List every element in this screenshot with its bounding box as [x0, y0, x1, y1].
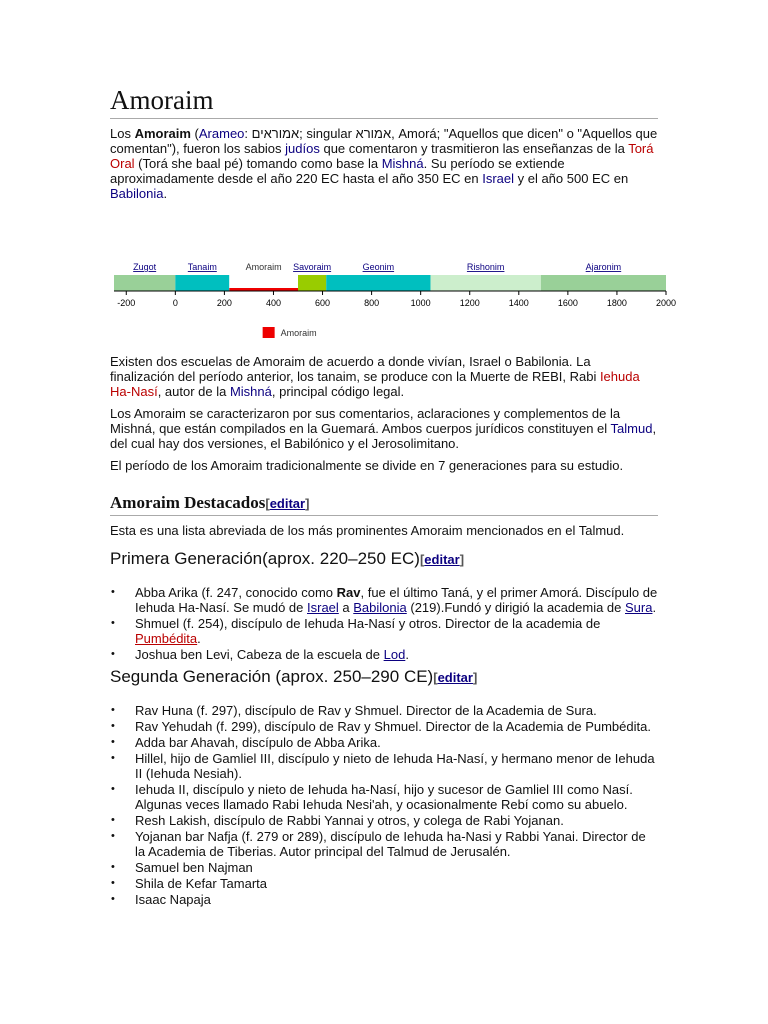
legend-swatch	[263, 327, 275, 338]
list-item: • Shila de Kefar Tamarta	[135, 876, 658, 891]
schools-paragraph	[110, 354, 658, 399]
edit-wrapper	[265, 496, 309, 511]
timeline-chart	[110, 255, 677, 347]
edit-generation-1-link[interactable]: editar	[424, 552, 460, 567]
edit-wrapper	[433, 670, 477, 685]
generation-1-heading-text: Primera Generación(aprox. 220–250 EC)	[110, 549, 420, 568]
link-babilonia[interactable]: Babilonia	[353, 600, 407, 615]
item-text: .	[197, 631, 201, 646]
link-judios[interactable]: judíos	[285, 141, 320, 156]
list-item: • Hillel, hijo de Gamliel III, discípulo y nieto de Iehuda Ha-Nasí, y hermano menor de Iehuda II (Iehuda Nesiah).	[135, 751, 658, 781]
period-label-zugot: Zugot	[133, 262, 157, 272]
list-item: • Iehuda II, discípulo y nieto de Iehuda ha-Nasí, hijo y sucesor de Gamliel III como Nasí. Algunas veces llamado Rabi Iehuda Nesi'ah, y ocasionalmente Rebí como su abuelo.	[135, 782, 658, 812]
tick-label: -200	[117, 298, 136, 308]
period-bar-zugot	[114, 275, 175, 291]
tick-label: 800	[364, 298, 380, 308]
intro-text: Los	[110, 126, 135, 141]
generation-2-list	[110, 703, 658, 907]
period-bar-rishonim	[430, 275, 540, 291]
list-item: • Rav Huna (f. 297), discípulo de Rav y Shmuel. Director de la Academia de Sura.	[135, 703, 658, 718]
list-item	[135, 585, 658, 615]
paragraph-text: Existen dos escuelas de Amoraim de acuerdo a donde vivían, Israel o Babilonia. La finalización del período anterior, los tanaim, se produce con la Muerte de REBI, Rabi	[110, 354, 600, 384]
item-text: , fue el último Taná, y el primer Amorá. Discípulo de Iehuda Ha-Nasí. Se mudó de	[135, 585, 658, 615]
generation-1-heading	[110, 548, 658, 571]
intro-text: : אמוראים; singular אמורא, Amorá; "Aquellos que dicen" o "Aquellos que comentan"), fueron los sabios	[110, 126, 658, 156]
link-babilonia[interactable]: Babilonia	[110, 186, 164, 201]
intro-text: . Su período se extiende aproximadamente desde el año 220 EC hasta el año 350 EC en	[110, 156, 565, 186]
link-talmud[interactable]: Talmud	[610, 421, 653, 436]
link-arameo[interactable]: Arameo	[198, 126, 245, 141]
edit-bracket: [	[433, 670, 438, 685]
tick-label: 200	[216, 298, 232, 308]
section-heading	[110, 492, 658, 516]
period-label-geonim: Geonim	[362, 262, 395, 272]
edit-bracket: [	[265, 496, 270, 511]
intro-text: .	[163, 186, 168, 201]
tick-label: 1800	[606, 298, 627, 308]
link-iehuda-ha-nasi[interactable]: Iehuda Ha-Nasí	[110, 369, 640, 399]
paragraph-text: , del cual hay dos versiones, el Babilónico y el Jerosolimitano.	[110, 421, 657, 451]
list-item	[135, 647, 658, 662]
link-mishna[interactable]: Mishná	[381, 156, 424, 171]
period-bar-geonim	[326, 275, 430, 291]
generations-paragraph: El período de los Amoraim tradicionalmente se divide en 7 generaciones para su estudio.	[110, 458, 624, 473]
section-description: Esta es una lista abreviada de los más prominentes Amoraim mencionados en el Talmud.	[110, 523, 625, 538]
timeline-svg	[110, 255, 677, 347]
talmud-paragraph	[110, 406, 658, 451]
link-pumbedita[interactable]: Pumbédita	[135, 631, 198, 646]
link-mishna[interactable]: Mishná	[229, 384, 272, 399]
edit-section-link[interactable]: editar	[269, 496, 306, 511]
item-text: Joshua ben Levi, Cabeza de la escuela de	[135, 647, 384, 662]
link-sura[interactable]: Sura	[625, 600, 653, 615]
period-label-rishonim: Rishonim	[466, 262, 505, 272]
period-label-tanaim: Tanaim	[187, 262, 217, 272]
intro-text: (	[190, 126, 199, 141]
tick-label: 1200	[459, 298, 480, 308]
item-text: (219).Fundó y dirigió la academia de	[406, 600, 625, 615]
edit-generation-2-link[interactable]: editar	[437, 670, 473, 685]
item-text: .	[652, 600, 657, 615]
edit-bracket: ]	[305, 496, 310, 511]
period-label-savoraim: Savoraim	[293, 262, 332, 272]
list-item: • Adda bar Ahavah, discípulo de Abba Arika.	[135, 735, 658, 750]
paragraph-text: Los Amoraim se caracterizaron por sus comentarios, aclaraciones y complementos de la Mishná, que están compilados en la Guemará. Ambos cuerpos jurídicos constituyen el	[110, 406, 621, 436]
period-bar-tanaim	[175, 275, 229, 291]
list-item: • Samuel ben Najman	[135, 860, 658, 875]
item-bold: Rav	[336, 585, 361, 600]
tick-label: 1000	[410, 298, 431, 308]
generation-2-heading	[110, 666, 658, 689]
intro-text: (Torá she baal pé) tomando como base la	[134, 156, 382, 171]
tick-label: 2000	[655, 298, 677, 308]
link-tora-oral[interactable]: Torá Oral	[110, 141, 654, 171]
list-item: • Isaac Napaja	[135, 892, 658, 907]
generation-1-list	[110, 585, 658, 662]
legend-label: Amoraim	[280, 328, 317, 338]
edit-bracket: ]	[459, 552, 465, 567]
intro-text: que comentaron y trasmitieron las enseñanzas de la	[319, 141, 629, 156]
generation-2-heading-text: Segunda Generación (aprox. 250–290 CE)	[110, 667, 434, 686]
edit-bracket: ]	[472, 670, 478, 685]
period-label-ajaronim: Ajaronim	[585, 262, 622, 272]
list-item: • Resh Lakish, discípulo de Rabbi Yannai y otros, y colega de Rabi Yojanan.	[135, 813, 658, 828]
period-label-amoraim: Amoraim	[245, 262, 282, 272]
period-bar-ajaronim	[541, 275, 666, 291]
link-israel[interactable]: Israel	[482, 171, 514, 186]
item-text: Shmuel (f. 254), discípulo de Iehuda Ha-Nasí y otros. Director de la academia de	[135, 616, 601, 631]
tick-label: 1600	[557, 298, 578, 308]
period-bar-savoraim	[298, 275, 326, 291]
intro-paragraph	[110, 126, 658, 201]
list-item: • Yojanan bar Nafja (f. 279 or 289), discípulo de Iehuda ha-Nasi y Rabbi Yanai. Director de la Academia de Tiberias. Autor principal del Talmud de Jerusalén.	[135, 829, 658, 859]
paragraph-text: , autor de la	[157, 384, 230, 399]
intro-bold-term: Amoraim	[134, 126, 191, 141]
edit-bracket: [	[419, 552, 425, 567]
tick-label: 1400	[508, 298, 529, 308]
paragraph-text: , principal código legal.	[271, 384, 405, 399]
tick-label: 0	[172, 298, 178, 308]
list-item: • Rav Yehudah (f. 299), discípulo de Rav y Shmuel. Director de la Academia de Pumbédita.	[135, 719, 658, 734]
article	[110, 84, 677, 908]
list-item	[135, 616, 658, 646]
intro-text: y el año 500 EC en	[514, 171, 629, 186]
tick-label: 400	[265, 298, 281, 308]
item-text: Abba Arika (f. 247, conocido como	[135, 585, 337, 600]
item-text: .	[405, 647, 409, 662]
tick-label: 600	[315, 298, 331, 308]
edit-wrapper	[420, 552, 464, 567]
link-israel[interactable]: Israel	[307, 600, 339, 615]
link-lod[interactable]: Lod	[383, 647, 406, 662]
item-text: a	[338, 600, 354, 615]
section-heading-text: Amoraim Destacados	[110, 493, 266, 512]
page-title: Amoraim	[110, 84, 658, 119]
